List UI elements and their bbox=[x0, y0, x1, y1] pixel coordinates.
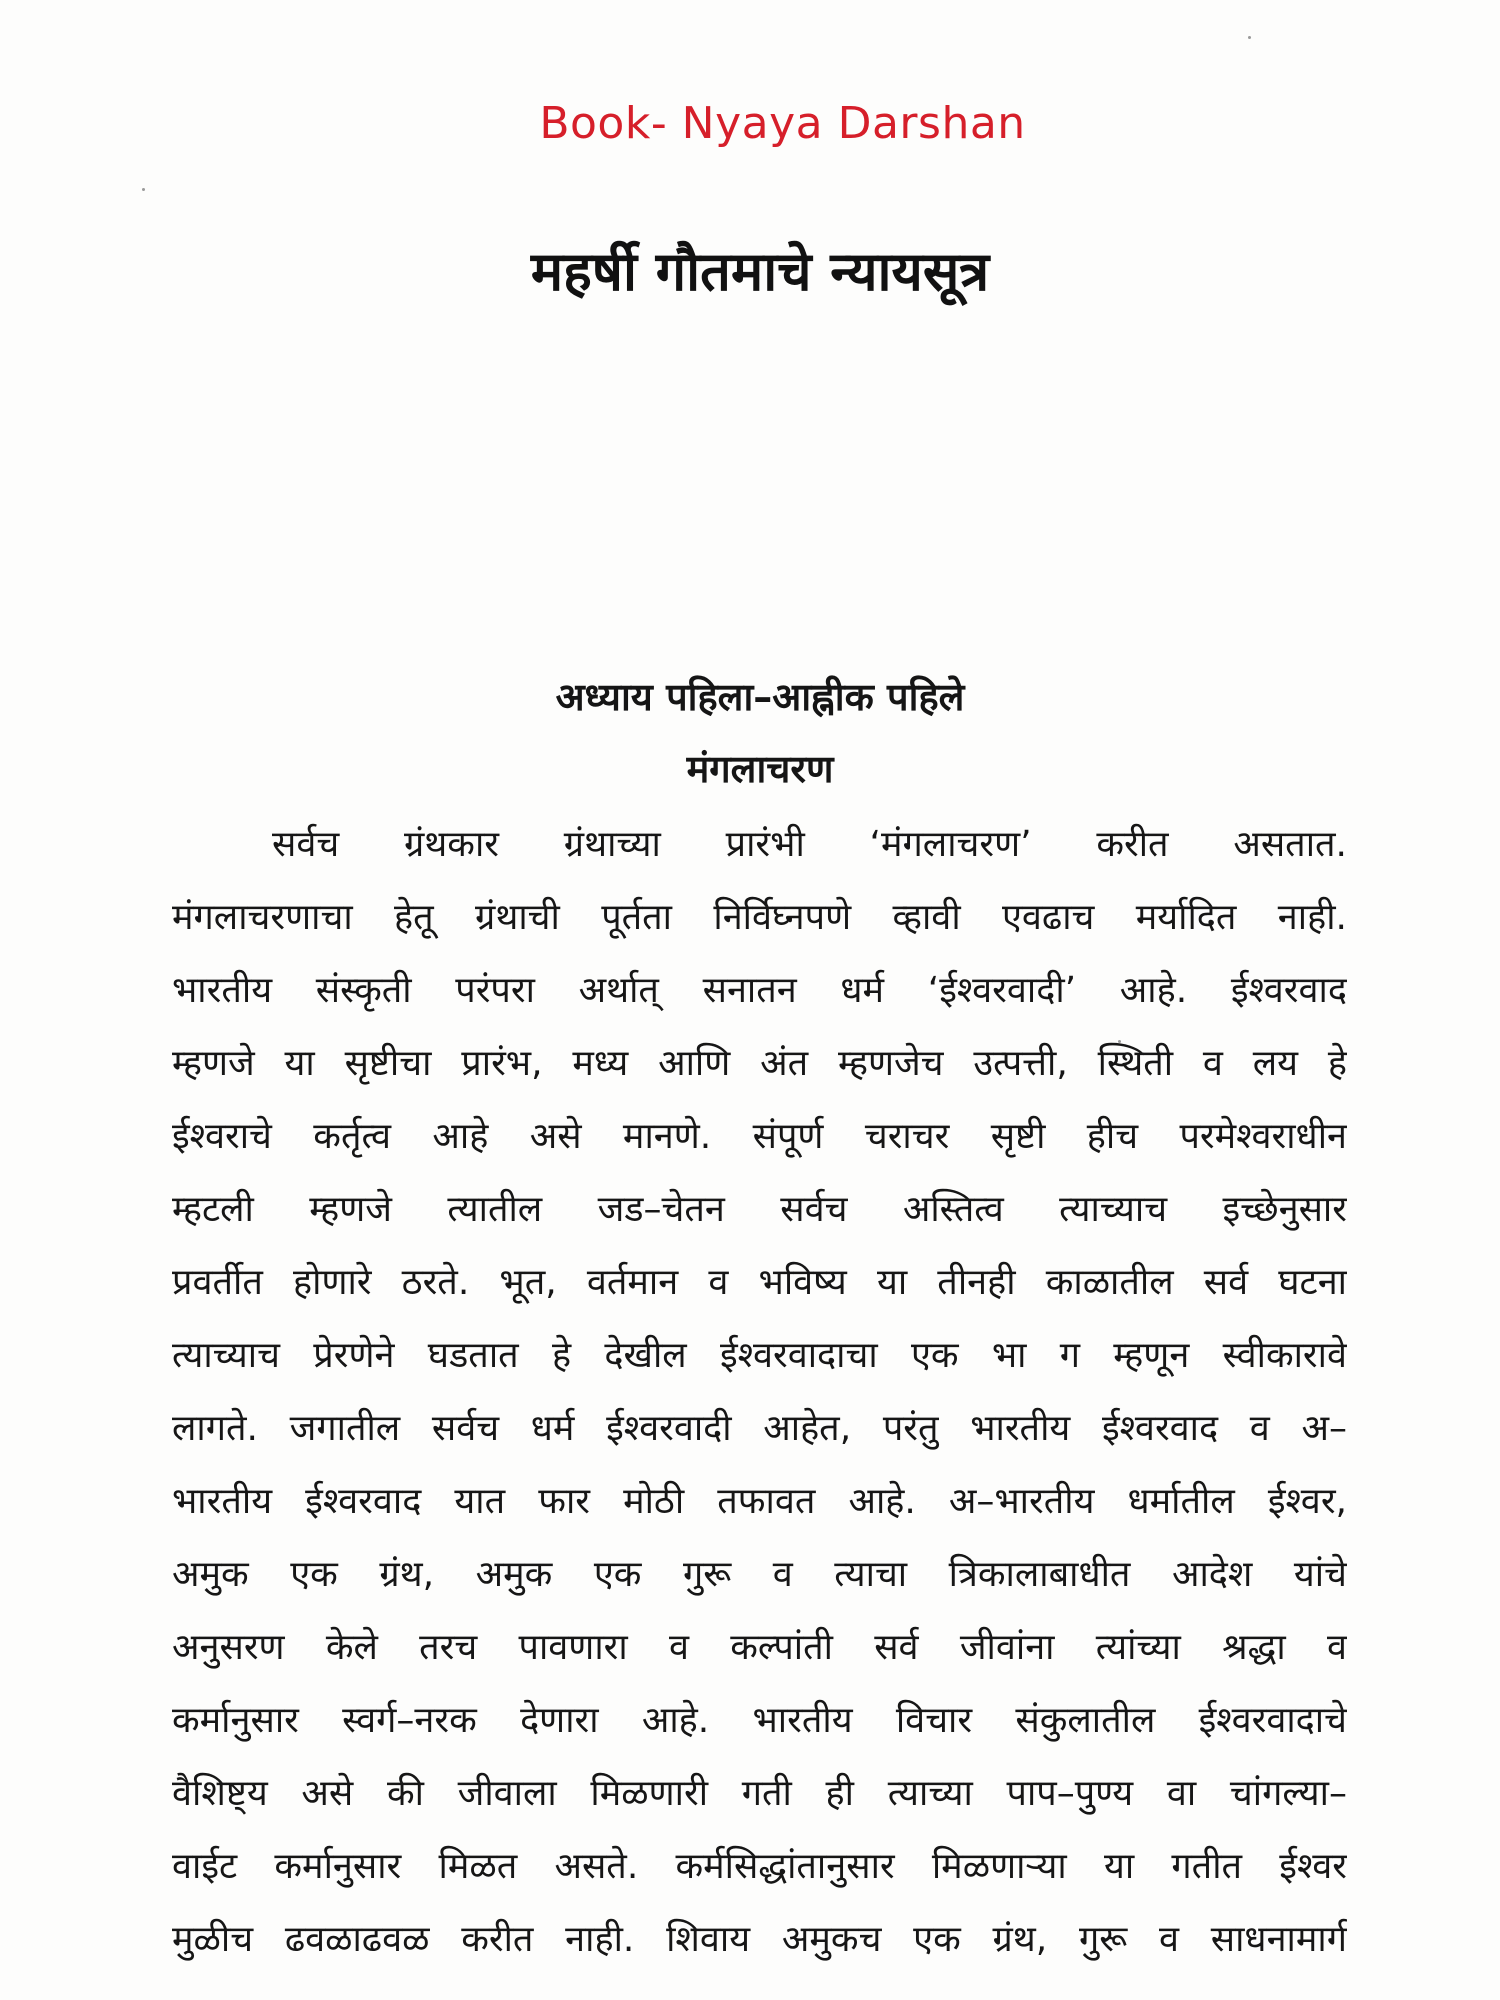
text-line: प्रवर्तीत होणारे ठरते. भूत, वर्तमान व भविष्य या तीनही काळातील सर्व घटना bbox=[172, 1262, 1347, 1303]
chapter-heading: अध्याय पहिला–आह्नीक पहिले bbox=[555, 675, 965, 719]
body-paragraph bbox=[172, 808, 1347, 1976]
text-line: मंगलाचरणाचा हेतू ग्रंथाची पूर्तता निर्विघ्नपणे व्हावी एवढाच मर्यादित नाही. bbox=[172, 897, 1347, 938]
page-title: महर्षी गौतमाचे न्यायसूत्र bbox=[530, 240, 990, 303]
paper-speck bbox=[1248, 36, 1251, 39]
text-line: लागते. जगातील सर्वच धर्म ईश्वरवादी आहेत, परंतु भारतीय ईश्वरवाद व अ– bbox=[172, 1408, 1347, 1449]
text-line: ईश्वराचे कर्तृत्व आहे असे मानणे. संपूर्ण चराचर सृष्टी हीच परमेश्वराधीन bbox=[172, 1116, 1347, 1157]
text-line: म्हटली म्हणजे त्यातील जड–चेतन सर्वच अस्तित्व त्याच्याच इच्छेनुसार bbox=[172, 1189, 1347, 1230]
text-line: अनुसरण केले तरच पावणारा व कल्पांती सर्व जीवांना त्यांच्या श्रद्धा व bbox=[172, 1627, 1347, 1668]
text-line: भारतीय ईश्वरवाद यात फार मोठी तफावत आहे. अ–भारतीय धर्मातील ईश्वर, bbox=[172, 1481, 1347, 1522]
paper-speck bbox=[142, 188, 145, 191]
section-heading: मंगलाचरण bbox=[686, 747, 834, 791]
text-line: भारतीय संस्कृती परंपरा अर्थात् सनातन धर्म ‘ईश्वरवादी’ आहे. ईश्वरवाद bbox=[172, 970, 1347, 1011]
text-line: म्हणजे या सृष्टीचा प्रारंभ, मध्य आणि अंत म्हणजेच उत्पत्ती, स्थिती व लय हे bbox=[172, 1043, 1347, 1084]
text-line: सर्वच ग्रंथकार ग्रंथाच्या प्रारंभी ‘मंगलाचरण’ करीत असतात. bbox=[272, 824, 1347, 865]
text-line: कर्मानुसार स्वर्ग–नरक देणारा आहे. भारतीय विचार संकुलातील ईश्वरवादाचे bbox=[172, 1700, 1347, 1741]
text-line: त्याच्याच प्रेरणेने घडतात हे देखील ईश्वरवादाचा एक भा ग म्हणून स्वीकारावे bbox=[172, 1335, 1347, 1376]
text-line: वाईट कर्मानुसार मिळत असते. कर्मसिद्धांतानुसार मिळणाऱ्या या गतीत ईश्वर bbox=[172, 1846, 1347, 1887]
book-label: Book- Nyaya Darshan bbox=[539, 98, 1026, 149]
text-line: मुळीच ढवळाढवळ करीत नाही. शिवाय अमुकच एक ग्रंथ, गुरू व साधनामार्ग bbox=[172, 1919, 1347, 1960]
text-line: वैशिष्ट्य असे की जीवाला मिळणारी गती ही त्याच्या पाप–पुण्य वा चांगल्या– bbox=[172, 1773, 1347, 1814]
text-line: अमुक एक ग्रंथ, अमुक एक गुरू व त्याचा त्रिकालाबाधीत आदेश यांचे bbox=[172, 1554, 1347, 1595]
